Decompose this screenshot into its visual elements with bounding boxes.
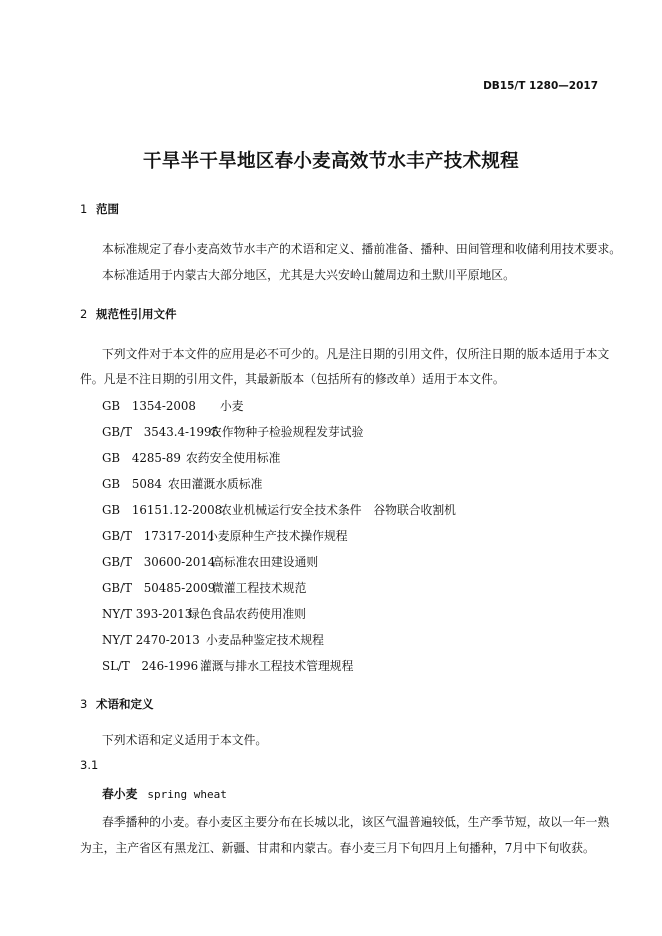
reference-item xyxy=(102,449,280,466)
subsection-number: 3.1 xyxy=(80,758,99,772)
reference-item xyxy=(102,657,353,674)
paragraph: 下列文件对于本文件的应用是必不可少的。凡是注日期的引用文件，仅所注日期的版本适用于本文 xyxy=(102,347,610,361)
reference-item xyxy=(102,475,262,492)
section-title: 规范性引用文件 xyxy=(96,307,177,321)
reference-code: GB/T 30600-2014 xyxy=(102,555,216,569)
reference-code: GB/T 50485-2009 xyxy=(102,581,216,595)
reference-code: NY/T 2470-2013 xyxy=(102,633,200,647)
reference-name: 小麦原种生产技术操作规程 xyxy=(206,529,348,543)
reference-item xyxy=(102,423,363,440)
document-code: DB15/T 1280—2017 xyxy=(483,80,598,92)
reference-code: GB 16151.12-2008 xyxy=(102,503,223,517)
reference-code: GB 1354-2008 xyxy=(102,399,196,413)
reference-code: SL/T 246-1996 xyxy=(102,659,199,673)
reference-name: 农田灌溉水质标准 xyxy=(168,477,263,491)
section-title: 术语和定义 xyxy=(96,697,154,711)
section-2-heading xyxy=(80,306,177,322)
reference-code: GB/T 3543.4-1995 xyxy=(102,425,220,439)
section-title: 范围 xyxy=(96,202,119,216)
section-3-heading xyxy=(80,696,154,712)
reference-code: NY/T 393-2013 xyxy=(102,607,193,621)
section-1-heading xyxy=(80,201,119,217)
reference-item xyxy=(102,579,306,596)
reference-item xyxy=(102,501,456,518)
reference-code: GB 5084 xyxy=(102,477,162,491)
reference-name: 农药安全使用标准 xyxy=(186,451,281,465)
reference-code: GB 4285-89 xyxy=(102,451,181,465)
section-number: 1 xyxy=(80,202,88,216)
reference-item xyxy=(102,631,324,648)
reference-name: 农业机械运行安全技术条件 谷物联合收割机 xyxy=(220,503,456,517)
reference-item xyxy=(102,605,306,622)
reference-code: GB/T 17317-2011 xyxy=(102,529,216,543)
paragraph: 本标准适用于内蒙古大部分地区，尤其是大兴安岭山麓周边和土默川平原地区。 xyxy=(102,268,515,282)
reference-name: 绿色食品农药使用准则 xyxy=(188,607,306,621)
definition-text: 春季播种的小麦。春小麦区主要分布在长城以北，该区气温普遍较低，生产季节短，故以一年一熟 xyxy=(102,815,610,829)
reference-name: 农作物种子检验规程发芽试验 xyxy=(210,425,364,439)
reference-name: 微灌工程技术规范 xyxy=(212,581,307,595)
term-english: spring wheat xyxy=(147,788,227,801)
reference-name: 小麦 xyxy=(220,399,244,413)
paragraph: 下列术语和定义适用于本文件。 xyxy=(102,733,268,747)
paragraph: 本标准规定了春小麦高效节水丰产的术语和定义、播前准备、播种、田间管理和收储利用技术要求。 xyxy=(102,242,622,256)
reference-name: 高标准农田建设通则 xyxy=(212,555,319,569)
reference-name: 小麦品种鉴定技术规程 xyxy=(206,633,324,647)
document-title: 干旱半干旱地区春小麦高效节水丰产技术规程 xyxy=(142,151,519,172)
section-number: 3 xyxy=(80,697,88,711)
reference-item xyxy=(102,527,348,544)
reference-name: 灌溉与排水工程技术管理规程 xyxy=(200,659,354,673)
definition-text: 为主，主产省区有黑龙江、新疆、甘肃和内蒙古。春小麦三月下旬四月上旬播种，7月中下旬收获。 xyxy=(80,841,595,855)
reference-item xyxy=(102,553,318,570)
reference-item xyxy=(102,397,244,414)
term-entry xyxy=(102,785,227,802)
term-chinese: 春小麦 xyxy=(102,787,138,801)
paragraph: 件。凡是不注日期的引用文件，其最新版本（包括所有的修改单）适用于本文件。 xyxy=(80,372,505,386)
section-number: 2 xyxy=(80,307,88,321)
